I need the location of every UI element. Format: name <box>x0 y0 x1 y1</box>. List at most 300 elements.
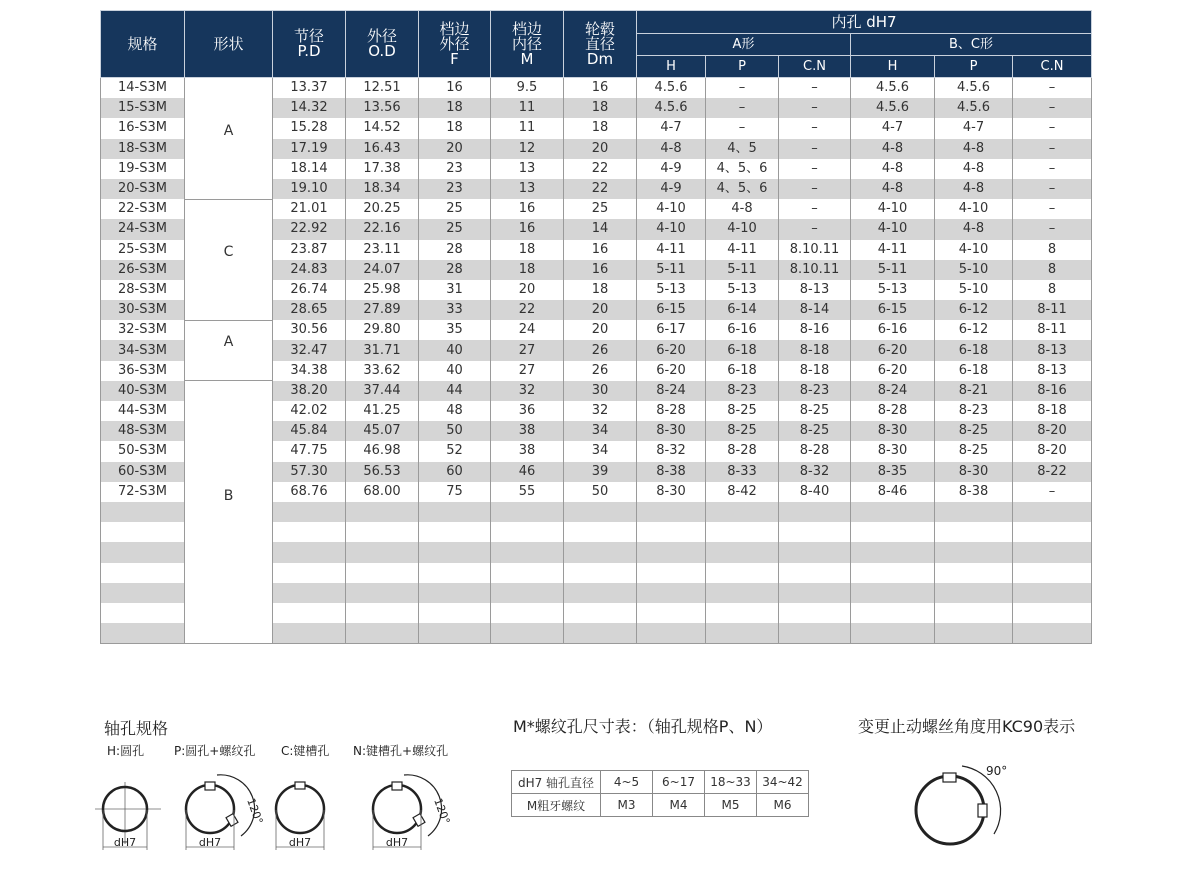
cell-od: 14.52 <box>346 118 419 138</box>
cell-bc-p: 4.5.6 <box>935 78 1013 99</box>
cell-pd <box>273 522 346 542</box>
cell-bc-cn <box>1013 522 1092 542</box>
cell-bc-cn <box>1013 542 1092 562</box>
cell-bc-cn: 8-18 <box>1013 401 1092 421</box>
cell-a-p: 4、5、6 <box>706 179 779 199</box>
cell-bc-cn: 8-20 <box>1013 421 1092 441</box>
cell-bc-p: 8-30 <box>935 462 1013 482</box>
cell-bc-p: 4-8 <box>935 219 1013 239</box>
cell-bc-cn: 8-20 <box>1013 441 1092 461</box>
cell-bc-p: 4-8 <box>935 159 1013 179</box>
bore-p-angle: 120° <box>244 796 266 826</box>
cell-m: 24 <box>491 320 564 340</box>
cell-bc-p: 6-18 <box>935 361 1013 381</box>
cell-a-p: 6-18 <box>706 361 779 381</box>
cell-spec: 28-S3M <box>101 280 185 300</box>
cell-a-h: 8-28 <box>637 401 706 421</box>
cell-bc-cn <box>1013 603 1092 623</box>
cell-dm <box>564 522 637 542</box>
cell-dm <box>564 603 637 623</box>
cell-a-cn: – <box>779 159 851 179</box>
cell-bc-h: 4-11 <box>851 240 935 260</box>
cell-bc-p: 4-8 <box>935 179 1013 199</box>
cell-pd <box>273 623 346 644</box>
cell-bc-p: 5-10 <box>935 260 1013 280</box>
cell-a-cn: 8.10.11 <box>779 240 851 260</box>
cell-spec <box>101 603 185 623</box>
bore-section-title: 轴孔规格 <box>104 719 169 738</box>
cell-a-h: 8-38 <box>637 462 706 482</box>
cell-f: 18 <box>419 118 491 138</box>
cell-f: 25 <box>419 199 491 219</box>
bore-h-diagram <box>95 782 161 850</box>
cell-bc-h <box>851 522 935 542</box>
cell-bc-cn <box>1013 583 1092 603</box>
cell-f: 18 <box>419 98 491 118</box>
cell-a-cn <box>779 522 851 542</box>
bore-p-dim: dH7 <box>198 836 222 849</box>
cell-od: 18.34 <box>346 179 419 199</box>
cell-a-h: 8-32 <box>637 441 706 461</box>
cell-a-cn: 8-25 <box>779 401 851 421</box>
cell-spec <box>101 542 185 562</box>
cell-pd <box>273 502 346 522</box>
cell-shape-group <box>185 78 273 200</box>
thread-size-3: M5 <box>705 794 757 817</box>
cell-od <box>346 502 419 522</box>
cell-m: 11 <box>491 98 564 118</box>
cell-a-h: 4-11 <box>637 240 706 260</box>
bore-label-p: P:圆孔+螺纹孔 <box>174 744 256 758</box>
cell-bc-p <box>935 502 1013 522</box>
cell-a-h: 8-30 <box>637 482 706 502</box>
cell-m <box>491 542 564 562</box>
cell-bc-cn: 8-11 <box>1013 300 1092 320</box>
cell-spec: 48-S3M <box>101 421 185 441</box>
cell-bc-p: 4.5.6 <box>935 98 1013 118</box>
header-m-cn1: 档边 <box>511 19 542 38</box>
cell-pd: 47.75 <box>273 441 346 461</box>
kc90-section-title: 变更止动螺丝角度用KC90表示 <box>858 717 1076 736</box>
cell-spec: 20-S3M <box>101 179 185 199</box>
cell-a-p <box>706 522 779 542</box>
cell-od: 29.80 <box>346 320 419 340</box>
cell-a-p: 6-16 <box>706 320 779 340</box>
cell-a-p: 4、5 <box>706 139 779 159</box>
cell-dm <box>564 563 637 583</box>
cell-a-p <box>706 623 779 644</box>
cell-f <box>419 502 491 522</box>
header-dm-cn1: 轮毂 <box>584 19 615 38</box>
cell-m: 22 <box>491 300 564 320</box>
shape-letter: A <box>223 333 234 350</box>
cell-f: 35 <box>419 320 491 340</box>
cell-dm: 16 <box>564 240 637 260</box>
cell-m: 38 <box>491 421 564 441</box>
header-m-cn2: 内径 <box>511 34 542 53</box>
cell-od: 46.98 <box>346 441 419 461</box>
cell-od: 25.98 <box>346 280 419 300</box>
cell-od <box>346 542 419 562</box>
thread-range-2: 6~17 <box>653 771 705 794</box>
cell-spec: 18-S3M <box>101 139 185 159</box>
cell-dm <box>564 623 637 644</box>
cell-m: 16 <box>491 219 564 239</box>
cell-a-h <box>637 583 706 603</box>
cell-bc-h <box>851 563 935 583</box>
cell-bc-h <box>851 623 935 644</box>
cell-bc-h: 8-46 <box>851 482 935 502</box>
cell-od: 33.62 <box>346 361 419 381</box>
header-shape: 形状 <box>185 11 273 78</box>
cell-od: 22.16 <box>346 219 419 239</box>
bore-label-c: C:键槽孔 <box>281 744 330 758</box>
table-row <box>101 78 1092 99</box>
shape-letter: B <box>223 488 234 505</box>
cell-bc-h: 5-11 <box>851 260 935 280</box>
cell-m: 55 <box>491 482 564 502</box>
cell-a-p: 6-14 <box>706 300 779 320</box>
header-a-p: P <box>706 56 779 78</box>
header-pd-en: P.D <box>297 42 321 60</box>
cell-a-h <box>637 563 706 583</box>
cell-a-h: 4.5.6 <box>637 78 706 99</box>
table-row <box>101 381 1092 401</box>
cell-a-cn <box>779 603 851 623</box>
cell-bc-cn: 8 <box>1013 240 1092 260</box>
cell-bc-cn: 8 <box>1013 260 1092 280</box>
cell-m: 36 <box>491 401 564 421</box>
cell-bc-cn: – <box>1013 199 1092 219</box>
cell-bc-p: 4-10 <box>935 240 1013 260</box>
cell-f <box>419 583 491 603</box>
cell-a-p <box>706 603 779 623</box>
cell-a-p: 8-23 <box>706 381 779 401</box>
cell-a-cn <box>779 583 851 603</box>
cell-od: 37.44 <box>346 381 419 401</box>
cell-a-p: 8-28 <box>706 441 779 461</box>
cell-od: 16.43 <box>346 139 419 159</box>
cell-bc-cn: – <box>1013 98 1092 118</box>
cell-pd: 57.30 <box>273 462 346 482</box>
cell-a-cn: – <box>779 118 851 138</box>
header-bc-h: H <box>851 56 935 78</box>
cell-m: 9.5 <box>491 78 564 99</box>
bore-label-h: H:圆孔 <box>107 744 145 758</box>
cell-bc-p: 8-23 <box>935 401 1013 421</box>
cell-f: 16 <box>419 78 491 99</box>
cell-od: 68.00 <box>346 482 419 502</box>
cell-a-cn: 8-40 <box>779 482 851 502</box>
cell-bc-h: 8-24 <box>851 381 935 401</box>
cell-od <box>346 522 419 542</box>
cell-dm <box>564 502 637 522</box>
cell-bc-h: 6-20 <box>851 361 935 381</box>
cell-a-cn <box>779 623 851 644</box>
cell-spec: 15-S3M <box>101 98 185 118</box>
cell-a-p: 4-10 <box>706 219 779 239</box>
cell-od: 41.25 <box>346 401 419 421</box>
cell-m: 20 <box>491 280 564 300</box>
cell-pd: 38.20 <box>273 381 346 401</box>
cell-m: 12 <box>491 139 564 159</box>
cell-a-h: 4.5.6 <box>637 98 706 118</box>
cell-bc-cn: 8-13 <box>1013 361 1092 381</box>
cell-od <box>346 563 419 583</box>
cell-a-p <box>706 563 779 583</box>
cell-bc-h: 8-35 <box>851 462 935 482</box>
cell-shape-group <box>185 199 273 320</box>
bore-h-dim: dH7 <box>113 836 137 849</box>
cell-spec: 72-S3M <box>101 482 185 502</box>
cell-od: 24.07 <box>346 260 419 280</box>
cell-spec <box>101 583 185 603</box>
cell-f: 28 <box>419 240 491 260</box>
cell-f: 40 <box>419 361 491 381</box>
cell-od: 13.56 <box>346 98 419 118</box>
bore-n-dim: dH7 <box>385 836 409 849</box>
header-bore: 内孔 dH7 <box>637 11 1092 34</box>
cell-dm: 18 <box>564 280 637 300</box>
cell-a-cn: 8-25 <box>779 421 851 441</box>
cell-spec: 24-S3M <box>101 219 185 239</box>
header-pd <box>273 11 346 78</box>
cell-bc-cn <box>1013 563 1092 583</box>
cell-f: 23 <box>419 179 491 199</box>
cell-dm: 26 <box>564 361 637 381</box>
cell-a-p <box>706 583 779 603</box>
cell-a-p: – <box>706 118 779 138</box>
cell-spec <box>101 563 185 583</box>
cell-a-p <box>706 502 779 522</box>
cell-bc-cn: 8-22 <box>1013 462 1092 482</box>
cell-bc-h: 8-30 <box>851 421 935 441</box>
header-f-cn2: 外径 <box>439 34 470 53</box>
table-row <box>101 320 1092 340</box>
cell-bc-h: 8-28 <box>851 401 935 421</box>
cell-m: 18 <box>491 260 564 280</box>
cell-pd: 42.02 <box>273 401 346 421</box>
cell-pd: 14.32 <box>273 98 346 118</box>
cell-od: 56.53 <box>346 462 419 482</box>
cell-a-h: 4-8 <box>637 139 706 159</box>
cell-dm: 22 <box>564 179 637 199</box>
thread-row2-head: M粗牙螺纹 <box>512 794 601 817</box>
cell-bc-h: 4.5.6 <box>851 78 935 99</box>
cell-a-h <box>637 522 706 542</box>
cell-f: 25 <box>419 219 491 239</box>
cell-dm: 16 <box>564 260 637 280</box>
cell-bc-h: 6-15 <box>851 300 935 320</box>
cell-bc-cn: – <box>1013 159 1092 179</box>
cell-bc-cn: – <box>1013 179 1092 199</box>
cell-bc-p: 8-38 <box>935 482 1013 502</box>
cell-bc-p: 4-7 <box>935 118 1013 138</box>
cell-a-h: 4-10 <box>637 199 706 219</box>
cell-bc-p <box>935 563 1013 583</box>
cell-m <box>491 623 564 644</box>
thread-row1-head: dH7 轴孔直径 <box>512 771 601 794</box>
cell-a-cn: – <box>779 219 851 239</box>
header-od <box>346 11 419 78</box>
cell-pd <box>273 563 346 583</box>
header-dm-cn2: 直径 <box>584 34 615 53</box>
cell-spec: 40-S3M <box>101 381 185 401</box>
cell-bc-p <box>935 583 1013 603</box>
cell-spec: 34-S3M <box>101 340 185 360</box>
cell-dm: 18 <box>564 98 637 118</box>
cell-dm: 20 <box>564 139 637 159</box>
shape-letter: A <box>223 122 234 139</box>
cell-bc-h: 4-8 <box>851 159 935 179</box>
header-dm <box>564 11 637 78</box>
cell-f: 75 <box>419 482 491 502</box>
cell-spec: 26-S3M <box>101 260 185 280</box>
cell-bc-cn: – <box>1013 139 1092 159</box>
cell-bc-p: 4-8 <box>935 139 1013 159</box>
cell-dm: 34 <box>564 421 637 441</box>
cell-spec: 22-S3M <box>101 199 185 219</box>
cell-a-h: 4-9 <box>637 159 706 179</box>
header-m <box>491 11 564 78</box>
bore-label-n: N:键槽孔+螺纹孔 <box>353 744 449 758</box>
cell-spec <box>101 623 185 644</box>
cell-bc-p <box>935 603 1013 623</box>
cell-a-h <box>637 542 706 562</box>
thread-range-3: 18~33 <box>705 771 757 794</box>
cell-pd: 22.92 <box>273 219 346 239</box>
thread-range-4: 34~42 <box>757 771 809 794</box>
header-m-en: M <box>520 49 534 68</box>
cell-bc-h <box>851 542 935 562</box>
cell-a-p: 4-11 <box>706 240 779 260</box>
cell-bc-cn: – <box>1013 118 1092 138</box>
cell-bc-h: 8-30 <box>851 441 935 461</box>
cell-pd: 19.10 <box>273 179 346 199</box>
spec-table-body <box>101 78 1092 644</box>
cell-bc-h <box>851 603 935 623</box>
cell-spec: 44-S3M <box>101 401 185 421</box>
cell-a-p: 5-11 <box>706 260 779 280</box>
thread-table <box>511 770 809 817</box>
cell-a-cn: 8-32 <box>779 462 851 482</box>
cell-bc-h: 4-10 <box>851 199 935 219</box>
cell-bc-h: 4-8 <box>851 179 935 199</box>
cell-a-cn: 8-18 <box>779 340 851 360</box>
cell-a-h: 6-20 <box>637 361 706 381</box>
cell-shape-group <box>185 320 273 381</box>
cell-m: 38 <box>491 441 564 461</box>
cell-a-h: 5-11 <box>637 260 706 280</box>
cell-f <box>419 522 491 542</box>
cell-bc-p <box>935 623 1013 644</box>
header-a-cn: C.N <box>779 56 851 78</box>
cell-bc-p: 6-18 <box>935 340 1013 360</box>
cell-a-cn: 8-14 <box>779 300 851 320</box>
cell-bc-cn <box>1013 502 1092 522</box>
cell-bc-h: 4-8 <box>851 139 935 159</box>
cell-a-p: 4-8 <box>706 199 779 219</box>
cell-m: 18 <box>491 240 564 260</box>
cell-a-cn: – <box>779 78 851 99</box>
cell-od: 23.11 <box>346 240 419 260</box>
header-f-cn1: 档边 <box>439 19 470 38</box>
header-spec: 规格 <box>101 11 185 78</box>
cell-bc-h <box>851 502 935 522</box>
cell-pd <box>273 583 346 603</box>
cell-od <box>346 583 419 603</box>
cell-pd <box>273 603 346 623</box>
thread-size-4: M6 <box>757 794 809 817</box>
cell-spec <box>101 502 185 522</box>
cell-pd <box>273 542 346 562</box>
kc90-diagram <box>900 750 1020 860</box>
cell-f: 52 <box>419 441 491 461</box>
bore-diagrams <box>95 760 465 860</box>
bore-n-angle: 120° <box>431 796 453 826</box>
cell-f: 31 <box>419 280 491 300</box>
cell-spec <box>101 522 185 542</box>
cell-a-h: 6-15 <box>637 300 706 320</box>
cell-f: 60 <box>419 462 491 482</box>
cell-spec: 36-S3M <box>101 361 185 381</box>
cell-dm: 16 <box>564 78 637 99</box>
cell-bc-cn: 8-13 <box>1013 340 1092 360</box>
cell-bc-cn: – <box>1013 78 1092 99</box>
cell-spec: 16-S3M <box>101 118 185 138</box>
cell-od: 17.38 <box>346 159 419 179</box>
cell-m <box>491 583 564 603</box>
cell-bc-h: 4-7 <box>851 118 935 138</box>
cell-bc-p: 8-25 <box>935 441 1013 461</box>
cell-a-cn <box>779 502 851 522</box>
cell-dm: 20 <box>564 300 637 320</box>
table-row <box>101 199 1092 219</box>
cell-bc-p: 5-10 <box>935 280 1013 300</box>
cell-dm: 26 <box>564 340 637 360</box>
cell-pd: 17.19 <box>273 139 346 159</box>
cell-dm: 32 <box>564 401 637 421</box>
cell-bc-p: 8-25 <box>935 421 1013 441</box>
bore-c-diagram <box>276 782 324 850</box>
cell-bc-cn: – <box>1013 482 1092 502</box>
cell-pd: 30.56 <box>273 320 346 340</box>
cell-f: 20 <box>419 139 491 159</box>
cell-dm: 39 <box>564 462 637 482</box>
cell-m: 27 <box>491 361 564 381</box>
cell-m: 13 <box>491 159 564 179</box>
cell-a-h: 4-7 <box>637 118 706 138</box>
cell-a-p: – <box>706 78 779 99</box>
cell-f: 40 <box>419 340 491 360</box>
cell-spec: 30-S3M <box>101 300 185 320</box>
header-bc-group: B、C形 <box>851 34 1092 56</box>
thread-size-1: M3 <box>601 794 653 817</box>
cell-dm <box>564 583 637 603</box>
header-pd-cn: 节径 <box>293 27 324 45</box>
cell-a-cn: – <box>779 179 851 199</box>
cell-m: 46 <box>491 462 564 482</box>
cell-bc-h: 5-13 <box>851 280 935 300</box>
header-f-en: F <box>450 49 459 68</box>
cell-dm: 30 <box>564 381 637 401</box>
cell-od: 45.07 <box>346 421 419 441</box>
cell-a-cn: – <box>779 139 851 159</box>
cell-a-cn <box>779 542 851 562</box>
cell-spec: 50-S3M <box>101 441 185 461</box>
cell-f: 44 <box>419 381 491 401</box>
cell-f: 33 <box>419 300 491 320</box>
